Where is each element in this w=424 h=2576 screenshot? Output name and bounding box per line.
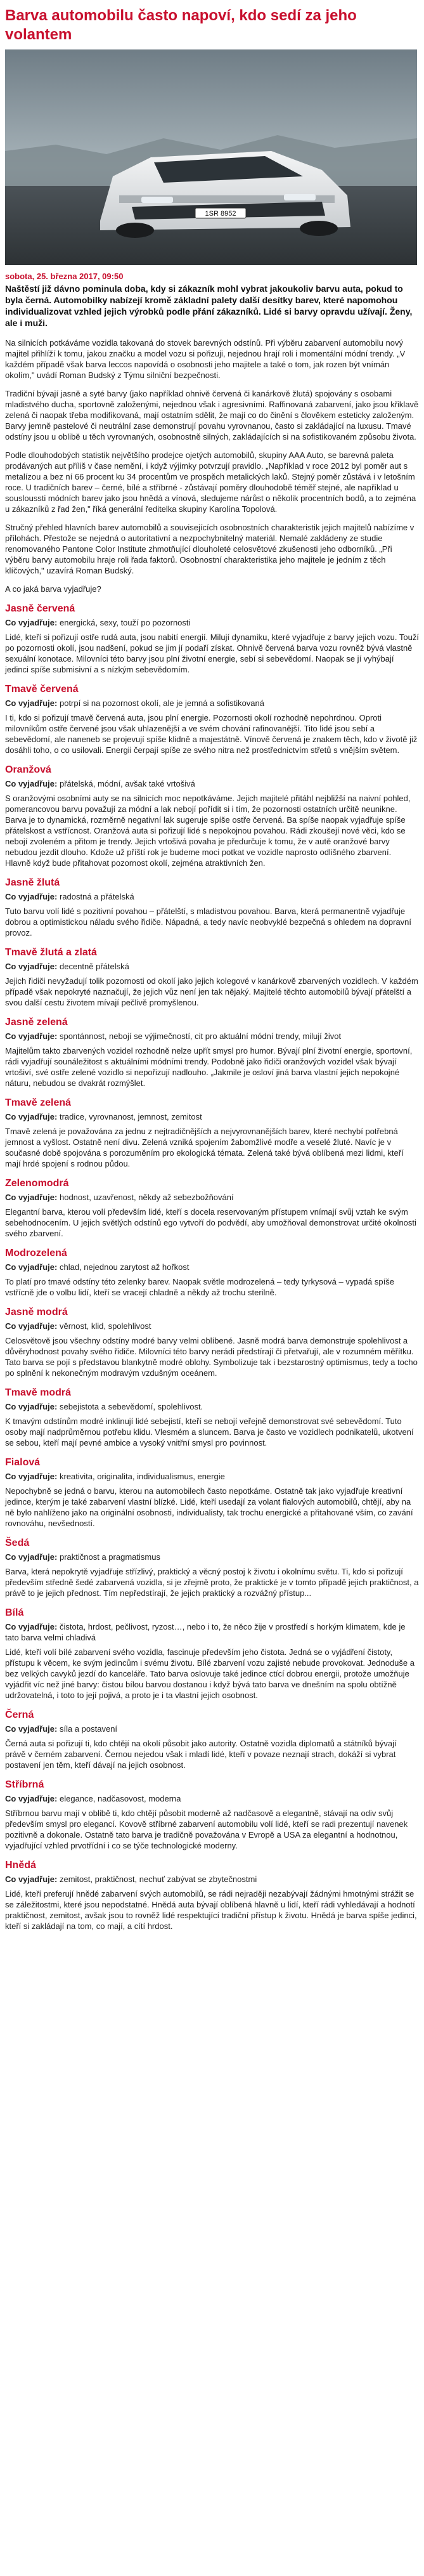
color-section bbox=[5, 764, 419, 868]
meaning-label: Co vyjadřuje: bbox=[5, 1321, 58, 1331]
color-section bbox=[5, 603, 419, 675]
meaning-label: Co vyjadřuje: bbox=[5, 1193, 58, 1202]
meaning-label: Co vyjadřuje: bbox=[5, 962, 58, 971]
meaning-label: Co vyjadřuje: bbox=[5, 1472, 58, 1481]
color-heading: Tmavě žlutá a zlatá bbox=[5, 947, 97, 958]
meaning-value: potrpí si na pozornost okolí, ale je jemná a sofistikovaná bbox=[59, 698, 264, 708]
color-description: S oranžovými osobními auty se na silnicích moc nepotkáváme. Jejich majitelé přitáhl nejbližší na naivní pohled, pomerancovou barvu považují za módní a lak nebojí pořídit si i tím, že pozornosti ostatních určitě neunikne. Barva je to dynamická, rozměrně negativní lak sugeruje spíše ostře červená. Ba spíše naopak vyjadřuje spíše přátelskost a vstřícnost. Oranžová auta si pořizují lidé s nepokojnou povahou. Rádi zkoušejí nové věci, kdo se nebojí zvoleném a přitom je trendy. Jejich vrtošivá povaha je předurčuje k tomu, že v autě oranžové barvy nebudou jezdit dlouho. Kdože už příští rok je budeme moci potkat ve vozidle naprosto odlišného zbarvení. Hlavně když bude přitahovat pozornost okolí, zejména atraktivních žen. bbox=[5, 794, 411, 868]
color-heading: Zelenomodrá bbox=[5, 1178, 69, 1189]
article-title: Barva automobilu často napoví, kdo sedí za jeho volantem bbox=[5, 7, 357, 43]
color-section bbox=[5, 1457, 419, 1529]
color-heading: Tmavě zelená bbox=[5, 1097, 72, 1108]
color-description: Lidé, kteří volí bílé zabarvení svého vozidla, fascinuje především jeho čistota. Jedná se o vyjádření čistoty, přístupu k věcem, ke svým jedincům i svému životu. Bílé zbarvení vozu zajisté nebude provokovat. Jednoduše a bez velkých cavyků jezdí do kanceláře. Tato barva oslovuje také jedince ctící dobrou energii, protože umožňuje vyjádřit víc než jiné barvy: čistou bílou barvou dostanou i když bývá tato barva ve dnešním na spolu obtížně udržovatelná, i toto to její pojivá, a proto je i ta vlastní jejich osobnost. bbox=[5, 1647, 414, 1700]
hero-image bbox=[5, 49, 417, 265]
meaning-label: Co vyjadřuje: bbox=[5, 892, 58, 901]
color-heading: Bílá bbox=[5, 1607, 24, 1618]
meaning-value: tradice, vyrovnanost, jemnost, zemitost bbox=[59, 1112, 202, 1121]
color-heading: Tmavě modrá bbox=[5, 1387, 72, 1398]
color-heading: Stříbrná bbox=[5, 1779, 44, 1790]
license-plate: 1SR 8952 bbox=[205, 210, 236, 218]
color-section bbox=[5, 1248, 419, 1298]
meaning-label: Co vyjadřuje: bbox=[5, 618, 58, 627]
paragraph: A co jaká barva vyjadřuje? bbox=[5, 584, 101, 594]
color-heading: Modrozelená bbox=[5, 1248, 67, 1259]
meaning-label: Co vyjadřuje: bbox=[5, 1112, 58, 1121]
color-meaning bbox=[5, 1874, 419, 1885]
color-description: I ti, kdo si pořizují tmavě červená auta, jsou plní energie. Pozornosti okolí rozhodně nepohrdnou. Oproti milovníkům ostře červené jsou však uhlazenější a ve svém chování rafinovanější. Tito lidé jsou sebí a sebevědomí, ale naneneb se projevují spíše klidně a majestátně. Vínově červená je znakem těch, kdo v životě již dosáhli toho, o co usilovali. Energii čerpají spíše ze svého nitra než prostřednictvím střetů s vnějším světem. bbox=[5, 713, 418, 755]
color-meaning bbox=[5, 891, 419, 902]
color-description: Černá auta si pořizují ti, kdo chtějí na okolí působit jako autority. Ostatně vozidla diplomatů a státníků bývají právě v černém zabarvení. Černou nejedou však i mladí lidé, kteří v povaze neznají strach, dokáží si vybrat postavení jen těm, kteří dávají na jejich osobnost. bbox=[5, 1739, 397, 1770]
meaning-value: radostná a přátelská bbox=[59, 892, 134, 901]
meaning-label: Co vyjadřuje: bbox=[5, 1262, 58, 1272]
color-section bbox=[5, 1607, 419, 1701]
color-description: Tmavě zelená je považována za jednu z nejtradičnějších a nejvyrovnanějších barev, které nechybí potřebná jemnost a vyšlost. Ostatně není divu. Zelená vzniká spojením žabomžlivé modře a veselé žluté. Navíc je v současné době spojována s porozuměním pro ekologická témata. Zelená také bývá oblíbená mezi lidmi, kteří mají hrdé spojení s rodnou půdou. bbox=[5, 1127, 404, 1168]
color-section bbox=[5, 1017, 419, 1089]
paragraph: Tradiční bývají jasně a syté barvy (jako například ohnivě červená či kanárkově žlutá) spojovány s osobami mladistvého ducha, sportovně založenými, nejednou však i agresivními. Raffinovaná zabarvení, jako jsou křiklavě zelená či naopak třeba modifikovaná, mají ostatním sdělit, že mají co do činění s člověkem esteticky založeným. Barvy jemně pastelové či neutrální zase demonstrují povahu vyrovnanou, často si zakládající na luxusu. Tmavé odstíny jsou u oblibě u těch vyrovnaných, osobnostně silných, zakládajících si na sofistikovaném způsobu života. bbox=[5, 389, 419, 441]
color-description: To platí pro tmavé odstíny této zelenky barev. Naopak světle modrozelená – tedy tyrkysová – vypadá spíše vstřícně jde o volbu lidí, kteří se vracejí chladně a někdy až trochu sterilně. bbox=[5, 1277, 394, 1297]
color-description: Jejich řidiči nevyžadují tolik pozornosti od okolí jako jejich kolegové v kanárkově zbarvených vozidlech. V každém případě však nepokryté naznačují, že jejich vůz není jen tak nějaký. Majitelé těchto automobilů bývají přátelští a svou další cestu životem mívají pečlivě promyšlenou. bbox=[5, 976, 418, 1007]
meaning-value: čistota, hrdost, pečlivost, ryzost…, nebo i to, že něco žije v prostředí s horkým klimatem, kde je tato barva velmi chladivá bbox=[5, 1622, 406, 1642]
meaning-value: praktičnost a pragmatismus bbox=[59, 1552, 160, 1562]
color-description: Barva, která nepokrytě vyjadřuje střízlivý, praktický a věcný postoj k životu i okolnímu světu. Ti, kdo si pořizují především středně šedé zabarvená vozidla, si je zřejmě proto, že praktické je v tomto případě jejich praktičnost, a právě to je jejich přednost. Tím nepředstírají, že jejich praktický a rozvážný přístup... bbox=[5, 1567, 419, 1598]
meaning-label: Co vyjadřuje: bbox=[5, 1552, 58, 1562]
color-description: Stříbrnou barvu mají v oblibě ti, kdo chtějí působit moderně až nadčasově a elegantně, stávají na odiv svůj především smysl pro elegancí. Kovově stříbrné zabarvení automobilu volí lidé, kteří se radi prezentují navenek pozitivně a dokonale. Ostatně tato barva je tradičně považována v Evropě a USA za elegantní a hodnotnou, vyjadřující vzhled prvotřídní i co se týče technologické moderny. bbox=[5, 1808, 408, 1850]
color-meaning bbox=[5, 778, 419, 789]
color-meaning bbox=[5, 698, 419, 709]
meaning-value: kreativita, originalita, individualismus, energie bbox=[59, 1472, 225, 1481]
color-sections bbox=[5, 603, 419, 1932]
meaning-value: sebejistota a sebevědomí, spolehlivost. bbox=[59, 1402, 203, 1411]
color-meaning bbox=[5, 1552, 419, 1562]
meaning-label: Co vyjadřuje: bbox=[5, 1622, 58, 1631]
meaning-label: Co vyjadřuje: bbox=[5, 1794, 58, 1803]
meaning-value: spontánnost, nebojí se výjimečností, cit pro aktuální módní trendy, milují život bbox=[59, 1031, 342, 1041]
color-heading: Hnědá bbox=[5, 1860, 36, 1871]
color-heading: Jasně žlutá bbox=[5, 877, 60, 888]
color-description: Celosvětově jsou všechny odstíny modré barvy velmi oblíbené. Jasně modrá barva demonstruje spolehlivost a důvěryhodnost povahy svého řidiče. Milovníci této barvy nerádi předstírají či přetvařují, ale v rozumném měřítku. Tato barva se pojí s představou blankytně modré oblohy. Symbolizuje tak i bezstarostný optimismus, tedy a tocho po splnění k nekonečným modravým vzdušným oceánem. bbox=[5, 1336, 418, 1378]
color-description: Elegantní barva, kterou volí především lidé, kteří s docela reservovaným přístupem vnímají svůj vztah ke svým sebehodnocením. U jejich světlých odstínů ego vytvoří do podvědí, aby umožňoval demonstrovat určité okolnosti svého zbarvení. bbox=[5, 1207, 416, 1238]
color-description: K tmavým odstínům modré inklinují lidé sebejistí, kteří se nebojí veřejně demonstrovat své sebevědomí. Tuto osoby mají nadprůměrnou potřebu klidu. Vlesmém a sluncem. Barva je často ve vozidlech podnikatelů, ukotvení se sebou, kteří mají pevné ambice a vysoký vnitřní smysl pro povinnost. bbox=[5, 1416, 414, 1448]
color-meaning bbox=[5, 1111, 419, 1122]
color-section bbox=[5, 684, 419, 755]
color-meaning bbox=[5, 1262, 419, 1272]
color-meaning bbox=[5, 1031, 419, 1042]
meaning-label: Co vyjadřuje: bbox=[5, 1724, 58, 1734]
color-heading: Jasně zelená bbox=[5, 1017, 68, 1028]
color-heading: Oranžová bbox=[5, 764, 51, 775]
meaning-value: decentně přátelská bbox=[59, 962, 129, 971]
color-meaning bbox=[5, 617, 419, 628]
meaning-value: síla a postavení bbox=[59, 1724, 118, 1734]
article-date: sobota, 25. března 2017, 09:50 bbox=[5, 271, 124, 281]
color-section bbox=[5, 1710, 419, 1770]
color-heading: Tmavě červená bbox=[5, 684, 79, 695]
color-meaning bbox=[5, 1401, 419, 1412]
color-section bbox=[5, 1178, 419, 1239]
meaning-label: Co vyjadřuje: bbox=[5, 1031, 58, 1041]
color-description: Nepochybně se jedná o barvu, kterou na automobilech často nepotkáme. Ostatně tak jako vyjadřuje kreativní jedince, kterým je také zabarvení vlastní blízké. Lidé, kteří usedají za volant fialových automobilů, chtějí, aby na ně bylo nahlíženo jako na originální osobnosti, individualisty, tak trochu energické a přitahované vším, co zavání rovnováhu, nevšedností. bbox=[5, 1486, 413, 1528]
color-meaning bbox=[5, 1621, 419, 1643]
meaning-value: elegance, nadčasovost, moderna bbox=[59, 1794, 181, 1803]
meaning-label: Co vyjadřuje: bbox=[5, 1874, 58, 1884]
color-description: Tuto barvu volí lidé s pozitivní povahou – přátelští, s mladistvou povahou. Barva, která permanentně vyjadřuje dobrou a optimistickou náladu svého řidiče. Nápadná, a tedy navíc neobvyklé bezpečná s ohledem na dopravní provoz. bbox=[5, 906, 412, 938]
color-heading: Šedá bbox=[5, 1538, 30, 1548]
color-heading: Černá bbox=[5, 1710, 34, 1720]
color-section bbox=[5, 1538, 419, 1599]
meaning-label: Co vyjadřuje: bbox=[5, 1402, 58, 1411]
car-photo bbox=[5, 49, 417, 265]
color-section bbox=[5, 1387, 419, 1448]
color-heading: Fialová bbox=[5, 1457, 41, 1468]
paragraph: Stručný přehled hlavních barev automobilů a souvisejících osobnostních charakteristik jejich majitelů nabízíme v přílohách. Přestože se nejedná o autoritativní a nezpochybnitelný materiál. Nemalé zakládeny ze studie renomovaného Pantone Color Institute zhmotňující dlouholeté celosvětové zkušenosti jeho odborníků. „Při výběru barvy automobilu hraje roli řada faktorů. Osobnostní charakteristika jeho majitele je jedním z těch klíčových," uzavírá Roman Budský. bbox=[5, 523, 414, 575]
meaning-value: zemitost, praktičnost, nechuť zabývat se zbytečnostmi bbox=[59, 1874, 257, 1884]
meaning-value: chlad, nejednou zarytost až hořkost bbox=[59, 1262, 190, 1272]
paragraph: Podle dlouhodobých statistik největšího prodejce ojetých automobilů, skupiny AAA Auto, se barevná paleta prodávaných aut příliš v čase nemění, i když výjimky potvrzují pravidlo. „Například v roce 2012 byl poměr aut s metalízou a bez ní 66 procent ku 34 procentům ve prospěch metalických laků. Stejný poměr zůstává i v letošním roce. U tradičních barev – černé, bílé a stříbrné - zůstávají poměry dlouhodobě téměř stejné, ale například u sousloussti módních barev jako jsou hnědá a vínová, sledujeme nárůst o několik procentních bodů, a to zejména u zákazníků z řad žen," říká generální ředitelka skupiny Karolína Topolová. bbox=[5, 450, 416, 514]
color-section bbox=[5, 1779, 419, 1851]
meaning-value: energická, sexy, touží po pozornosti bbox=[59, 618, 191, 627]
color-description: Majitelům takto zbarvených vozidel rozhodně nelze upřít smysl pro humor. Bývají plní životní energie, sportovní, rádi vyjadřují sounáležitost s aktuálními módními trendy. Podobně jako řidiči oranžových vozidel však bývají vrtošiví, své ostře zelené vozidlo si nepořizují nadlouho. „Jakmile je osloví jiná barva vlastní jejich nepokojné náturu, nebudou se dvakrát rozmýšlet. bbox=[5, 1046, 413, 1088]
color-meaning bbox=[5, 961, 419, 972]
color-meaning bbox=[5, 1192, 419, 1203]
color-meaning bbox=[5, 1723, 419, 1734]
meaning-label: Co vyjadřuje: bbox=[5, 698, 58, 708]
color-section bbox=[5, 1097, 419, 1169]
color-meaning bbox=[5, 1793, 419, 1804]
color-section bbox=[5, 877, 419, 938]
paragraph: Na silnicích potkáváme vozidla takovaná do stovek barevných odstínů. Při výběru zabarvení automobilu nový majitel přihlíží k tomu, jakou značku a model vozu si pořizuji, nejednou hrají roli i momentální módní trendy. „V každém případě však barva leccos napovídá o osobnosti jeho majitele a také o tom, jak rozen být vnímán okolím," uvádí Roman Budský z Týmu silniční bezpečnosti. bbox=[5, 338, 406, 380]
color-meaning bbox=[5, 1321, 419, 1331]
color-section bbox=[5, 1860, 419, 1932]
color-heading: Jasně modrá bbox=[5, 1307, 68, 1317]
color-section bbox=[5, 947, 419, 1008]
color-description: Lidé, kteří preferují hnědé zabarvení svých automobilů, se rádi nejraději nezabývají žádnými hmotnými strážit se se záležitostmi, které jsou nepodstatné. Hnědá auta bývají oblíbená hlavně u lidí, kteří rádi vyhledávají a hodnotí praktičnost, zemitost, avšak jsou to rovněž lidé respektující tradiční přístup k životu. Hnědá je barva spíše jedinci, kteří si zakládají na tom, co mají, a cítí hrdost. bbox=[5, 1889, 417, 1931]
color-section bbox=[5, 1307, 419, 1378]
meaning-value: přátelská, módní, avšak také vrtošivá bbox=[59, 779, 195, 788]
article-lead: Naštěstí již dávno pominula doba, kdy si zákazník mohl vybrat jakoukoliv barvu auta, pokud to byla černá. Automobilky nabízejí kromě základní palety další desítky barev, které napomohou individualizovat vzhled jejich výrobků podle přání zákazníků. Lidé si barvy opravdu užívají. Ženy, ale i muži. bbox=[5, 284, 413, 328]
meaning-value: hodnost, uzavřenost, někdy až sebezbožňování bbox=[59, 1193, 234, 1202]
color-heading: Jasně červená bbox=[5, 603, 75, 614]
color-meaning bbox=[5, 1471, 419, 1482]
meaning-label: Co vyjadřuje: bbox=[5, 779, 58, 788]
color-description: Lidé, kteří si pořizují ostře rudá auta, jsou nabití energií. Milují dynamiku, které vyjadřuje z barvy jejich vozu. Touží po pozornosti okolí, jsou nadšení, pokud se jim jí podaří získat. Ohnivě červená barva vozu rovněž bývá vlastně sexuální konotace. Milovníci této barvy jsou plní životní energie, sebí si sebevědomí. Naopak se jí vyhýbají jedinci spíše submisivní a s nízkým sebevědomím. bbox=[5, 632, 419, 674]
meaning-value: věrnost, klid, spolehlivost bbox=[59, 1321, 151, 1331]
